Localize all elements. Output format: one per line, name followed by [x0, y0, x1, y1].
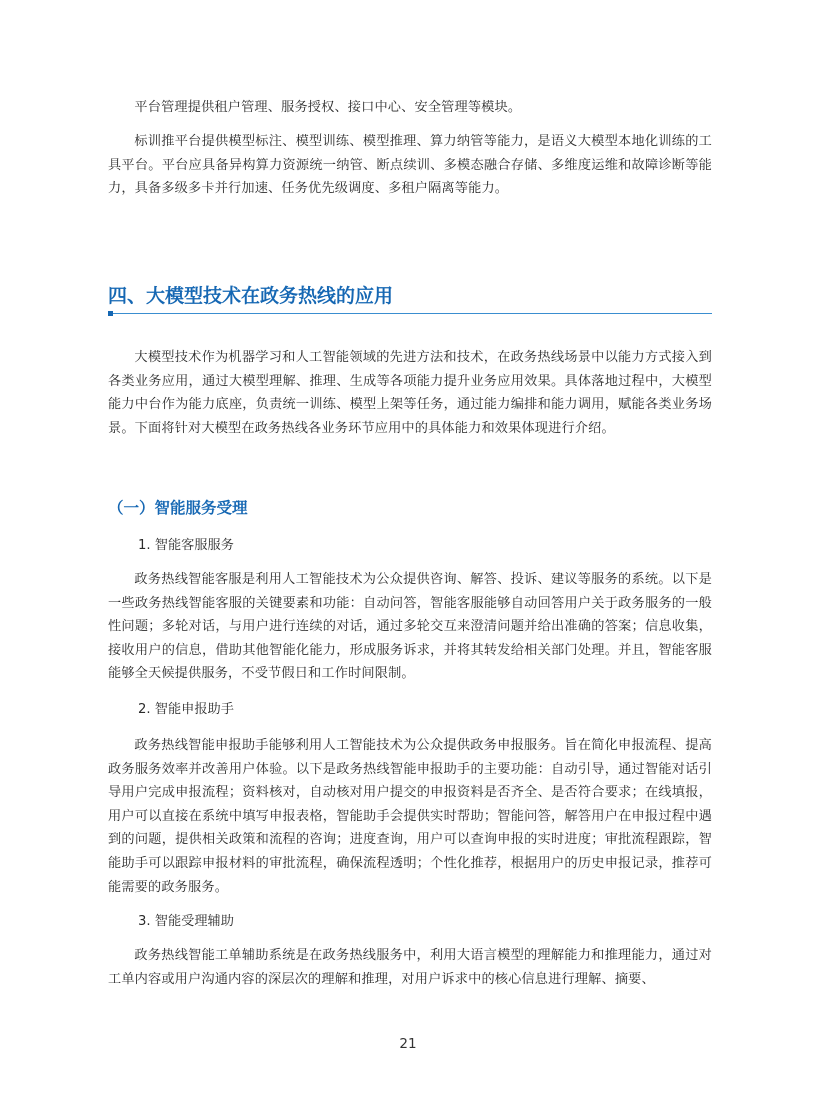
page-number: 21: [399, 1036, 417, 1052]
paragraph-training-platform: 标训推平台提供模型标注、模型训练、模型推理、算力纳管等能力，是语义大模型本地化训练的工具平台。平台应具备异构算力资源统一纳管、断点续训、多模态融合存储、多维度运维和故障诊断等能力，具备多级多卡并行加速、任务优先级调度、多租户隔离等能力。: [108, 134, 712, 197]
section-underline: [108, 313, 712, 314]
subsection-heading: （一）智能服务受理: [108, 499, 248, 517]
paragraph-smart-acceptance: 政务热线智能工单辅助系统是在政务热线服务中，利用大语言模型的理解能力和推理能力，通过对工单内容或用户沟通内容的深层次的理解和推理，对用户诉求中的核心信息进行理解、摘要、: [108, 948, 712, 987]
section-heading: 四、大模型技术在政务热线的应用: [108, 285, 394, 307]
paragraph-smart-customer-service: 政务热线智能客服是利用人工智能技术为公众提供咨询、解答、投诉、建议等服务的系统。以下是一些政务热线智能客服的关键要素和功能：自动问答，智能客服能够自动回答用户关于政务服务的一般性问题；多轮对话，与用户进行连续的对话，通过多轮交互来澄清问题并给出准确的答案；信息收集，接收用户的信息，借助其他智能化能力，形成服务诉求，并将其转发给相关部门处理。并且，智能客服能够全天候提供服务，不受节假日和工作时间限制。: [108, 572, 712, 682]
paragraph-platform-management: 平台管理提供租户管理、服务授权、接口中心、安全管理等模块。: [134, 100, 522, 115]
item-heading-smart-acceptance: 3. 智能受理辅助: [138, 914, 234, 929]
section-underline-marker: [108, 311, 113, 316]
paragraph-smart-declaration: 政务热线智能申报助手能够利用人工智能技术为公众提供政务申报服务。旨在简化申报流程、提高政务服务效率并改善用户体验。以下是政务热线智能申报助手的主要功能：自动引导，通过智能对话引导用户完成申报流程；资料核对，自动核对用户提交的申报资料是否齐全、是否符合要求；在线填报，用户可以直接在系统中填写申报表格，智能助手会提供实时帮助；智能问答，解答用户在申报过程中遇到的问题，提供相关政策和流程的咨询；进度查询，用户可以查询申报的实时进度；审批流程跟踪，智能助手可以跟踪申报材料的审批流程，确保流程透明；个性化推荐，根据用户的历史申报记录，推荐可能需要的政务服务。: [108, 738, 712, 895]
item-heading-smart-declaration: 2. 智能申报助手: [138, 702, 234, 717]
paragraph-intro: 大模型技术作为机器学习和人工智能领域的先进方法和技术，在政务热线场景中以能力方式接入到各类业务应用，通过大模型理解、推理、生成等各项能力提升业务应用效果。具体落地过程中，大模型能力中台作为能力底座，负责统一训练、模型上架等任务，通过能力编排和能力调用，赋能各类业务场景。下面将针对大模型在政务热线各业务环节应用中的具体能力和效果体现进行介绍。: [108, 350, 712, 436]
item-heading-smart-customer-service: 1. 智能客服服务: [138, 538, 234, 553]
